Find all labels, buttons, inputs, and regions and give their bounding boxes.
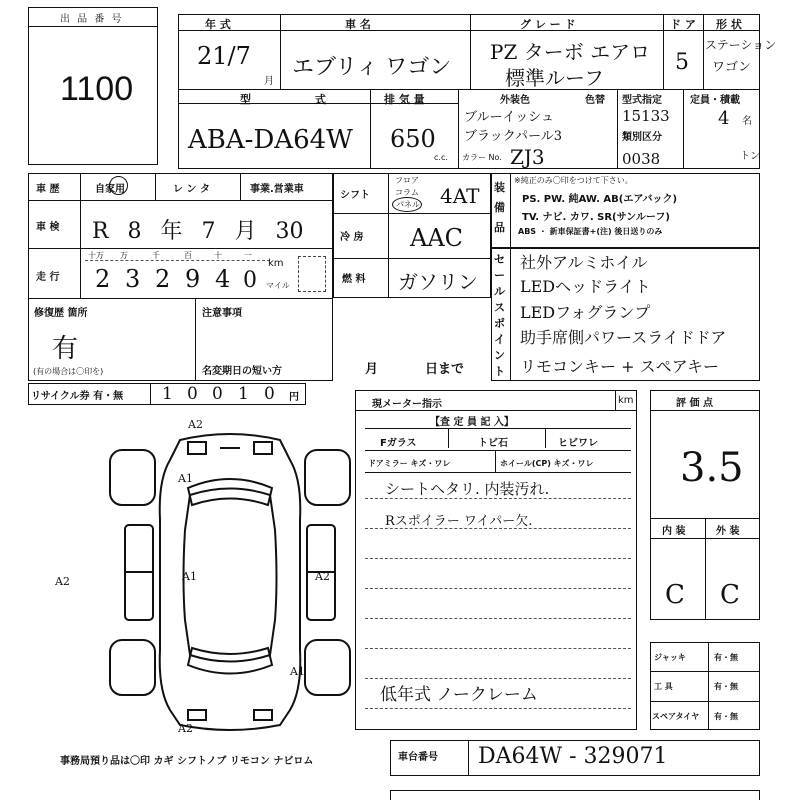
color-change-label: 色替 — [585, 95, 605, 106]
repair-value: 有 — [52, 334, 79, 364]
wheel-label: ホイール(CP) キズ・ワレ — [500, 459, 594, 468]
mileage-digit: 9 — [185, 265, 201, 293]
mileage-unit-1k: 千 — [152, 251, 160, 260]
selling-point: LEDフォグランプ — [520, 303, 651, 322]
office-note: 事務局預り品は〇印 カギ シフトノブ リモコン ナビロム — [60, 756, 314, 767]
grade-value-1: PZ ターボ エアロ — [490, 40, 651, 64]
shift-label: シフト — [340, 190, 370, 201]
rename-label: 名変期日の短い方 — [202, 366, 282, 377]
repair-note: (有の場合は〇印を) — [33, 367, 104, 376]
color-value-2: ブラックパール3 — [464, 129, 562, 144]
chassis-label: 車台番号 — [398, 752, 438, 763]
jack-label: ジャッキ — [654, 653, 686, 662]
recycle-digit: 1 — [162, 384, 173, 404]
selling-point: 助手席側パワースライドドア — [520, 328, 727, 347]
bottom-table-edge — [390, 790, 760, 800]
selling-point: 社外アルミホイル — [520, 253, 648, 272]
rental-label: レ ン タ — [173, 184, 210, 195]
inspector-label: 【査 定 員 記 入】 — [430, 417, 514, 428]
exterior-label: 外 装 — [716, 526, 740, 537]
year-value: 21/7 — [197, 42, 251, 70]
shift-floor: フロア — [395, 176, 419, 185]
color-label: 外装色 — [500, 95, 530, 106]
equipment-row-2: TV. ナビ. カワ. SR(サンルーフ) — [522, 212, 670, 223]
cc-unit: c.c. — [434, 153, 448, 162]
color-value-1: ブルーイッシュ — [464, 110, 554, 125]
equipment-label: 装備品 — [494, 181, 505, 234]
damage-mark: A2 — [315, 570, 330, 583]
color-no-value: ZJ3 — [510, 145, 545, 169]
year-label: 年 式 — [205, 18, 231, 31]
meter-label: 現メーター指示 — [372, 399, 442, 410]
category-label: 類別区分 — [622, 132, 662, 143]
equipment-note: ※純正のみ〇印をつけて下さい。 — [514, 176, 633, 185]
recycle-digit: 0 — [187, 384, 198, 404]
car-name-value: エブリィ ワゴン — [292, 55, 452, 80]
rating-overall: 3.5 — [680, 445, 744, 491]
month-label: 月 — [365, 362, 379, 377]
grade-label: グ レ ー ド — [520, 18, 576, 31]
history-label: 車 歴 — [36, 184, 60, 195]
mileage-digit: 0 — [243, 268, 257, 293]
shift-column: コラム — [395, 188, 419, 197]
equipment-row-3: ABS ・ 新車保証書+(注) 後日送りのみ — [518, 227, 663, 236]
grade-value-2: 標準ルーフ — [505, 66, 604, 90]
model-label: 型 式 — [240, 93, 356, 106]
body-value-1: ステーション — [705, 38, 777, 52]
mileage-digit: 4 — [215, 265, 231, 293]
mileage-digit: 3 — [125, 265, 141, 293]
type-designation-label: 型式指定 — [622, 95, 662, 106]
mileage-unit-10k: 万 — [120, 251, 128, 260]
selling-point: リモコンキー + スペアキー — [520, 357, 719, 376]
damage-mark: A1 — [182, 570, 197, 583]
lot-number: 1100 — [60, 70, 134, 108]
damage-mark: A2 — [55, 575, 70, 588]
damage-mark: A2 — [178, 722, 193, 735]
fuel-value: ガソリン — [398, 270, 478, 294]
damage-mark: A1 — [290, 665, 305, 678]
lot-label: 出 品 番 号 — [60, 14, 124, 25]
private-use-label: 自家用 — [95, 184, 125, 195]
mileage-unit-10: 十 — [214, 251, 222, 260]
fuel-label: 燃 料 — [342, 274, 366, 285]
inspection-note: Rスポイラー ワイパー欠. — [385, 514, 533, 529]
inspection-value: R 8 年 7 月 30 — [92, 219, 304, 244]
recycle-digit: 0 — [212, 384, 223, 404]
color-no-label: カラー No. — [462, 153, 502, 162]
km-label: km — [268, 258, 284, 269]
category-value: 0038 — [622, 150, 661, 168]
tool-yes-no: 有・無 — [714, 682, 738, 691]
mileage-label: 走 行 — [36, 272, 60, 283]
rating-label: 評 価 点 — [676, 398, 713, 409]
inspection-label: 車 検 — [36, 222, 60, 233]
damage-mark: A2 — [188, 418, 203, 431]
inspection-note: シートヘタリ. 内装汚れ. — [385, 480, 550, 498]
mileage-unit-100k: 十万 — [88, 251, 104, 260]
doors-value: 5 — [675, 50, 689, 75]
shift-panel-circle — [392, 197, 422, 212]
glass-chip-label: トビ石 — [478, 438, 508, 449]
selling-points-label: セールスポイント — [494, 253, 505, 378]
interior-value: C — [665, 580, 685, 610]
body-value-2: ワゴン — [712, 60, 752, 75]
recycle-label: リサイクル券 有・無 — [31, 391, 124, 402]
mile-checkbox[interactable] — [298, 256, 326, 292]
spare-yes-no: 有・無 — [714, 712, 738, 721]
car-name-label: 車 名 — [345, 18, 371, 31]
day-label: 日まで — [425, 362, 465, 377]
recycle-digit: 0 — [264, 384, 275, 404]
damage-mark: A1 — [178, 472, 193, 485]
business-label: 事業.営業車 — [250, 184, 304, 195]
mileage-digit: 2 — [95, 265, 111, 293]
equipment-row-1: PS. PW. 純AW. AB(エアバック) — [522, 194, 678, 205]
model-value: ABA-DA64W — [188, 125, 353, 155]
glass-label: Fガラス — [380, 438, 417, 449]
spare-tire-label: スペアタイヤ — [652, 712, 700, 721]
glass-crack-label: ヒビワレ — [558, 438, 598, 449]
recycle-unit: 円 — [289, 392, 299, 403]
tool-label: 工 具 — [654, 682, 673, 691]
meter-unit: km — [618, 395, 634, 406]
jack-yes-no: 有・無 — [714, 653, 738, 662]
interior-label: 内 装 — [662, 526, 686, 537]
car-diagram — [55, 418, 390, 740]
capacity-value: 4 — [718, 108, 730, 129]
mileage-digit: 2 — [155, 265, 171, 293]
mirror-label: ドアミラー キズ・ワレ — [368, 459, 451, 468]
capacity-unit: 名 — [742, 116, 752, 127]
displacement-value: 650 — [390, 125, 436, 153]
mileage-unit-1: 一 — [244, 251, 252, 260]
private-use-circle — [109, 176, 128, 195]
ac-value: AAC — [410, 224, 464, 252]
repair-label: 修復歴 箇所 — [34, 308, 88, 319]
inspection-note: 低年式 ノークレーム — [380, 685, 538, 705]
mileage-unit-100: 百 — [184, 251, 192, 260]
selling-point: LEDヘッドライト — [520, 277, 651, 296]
doors-label: ド ア — [670, 18, 696, 31]
notice-label: 注意事項 — [202, 308, 242, 319]
mile-label: マイル — [266, 281, 290, 290]
body-label: 形 状 — [716, 18, 742, 31]
displacement-label: 排 気 量 — [384, 93, 425, 106]
shift-panel: パネル — [396, 200, 420, 209]
shift-value: 4AT — [440, 184, 480, 208]
chassis-value: DA64W - 329071 — [478, 744, 668, 769]
load-unit: トン — [740, 151, 760, 162]
year-month-suffix: 月 — [264, 76, 274, 87]
exterior-value: C — [720, 580, 740, 610]
type-designation-value: 15133 — [622, 107, 670, 125]
ac-label: 冷 房 — [340, 232, 364, 243]
recycle-digit: 1 — [238, 384, 249, 404]
capacity-label: 定員・積載 — [690, 95, 740, 106]
